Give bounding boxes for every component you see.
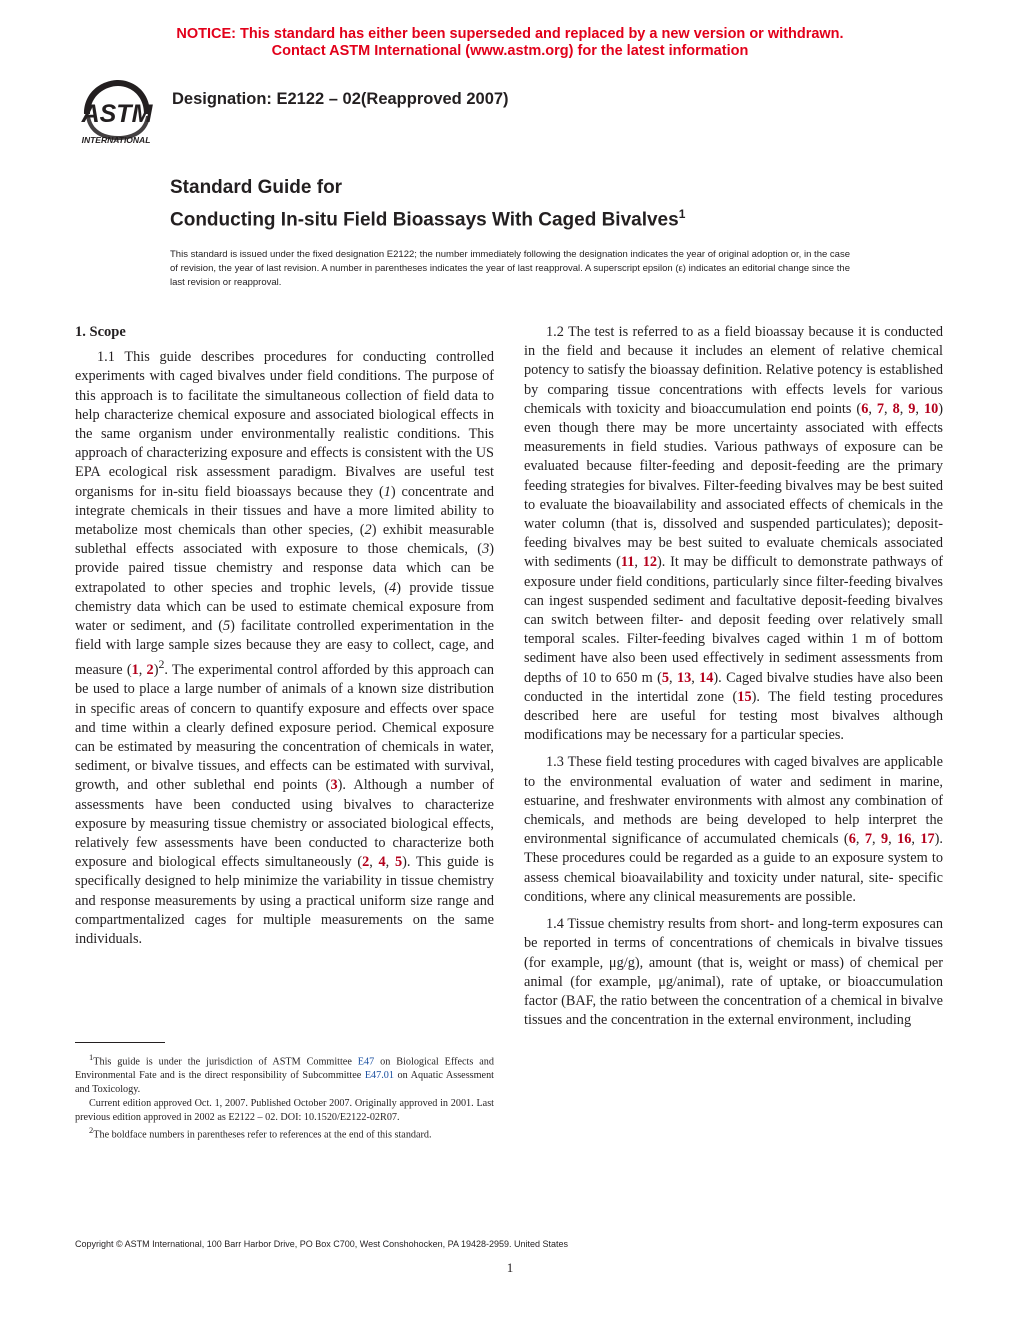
footnote-1-edition: Current edition approved Oct. 1, 2007. Published October 2007. Originally approved in 2001. Last previous edition approved in 2002 as E2122 – 02. DOI: 10.1520/E2122-02R07. [75, 1097, 494, 1123]
reference-link[interactable]: 7 [876, 400, 885, 417]
reference-link[interactable]: 7 [864, 831, 872, 848]
logo-subtext: INTERNATIONAL [81, 135, 151, 145]
notice-line-1: NOTICE: This standard has either been superseded and replaced by a new version or withdrawn. [176, 26, 844, 42]
page-number: 1 [506, 1260, 514, 1275]
reference-link[interactable]: 2 [146, 662, 154, 679]
copyright-line: Copyright © ASTM International, 100 Barr Harbor Drive, PO Box C700, West Conshohocken, PA 19428-2959. United States [75, 1239, 569, 1249]
paragraph-1-2: 1.2 The test is referred to as a field bioassay because it is conducted in the field and because it includes an element of relative chemical potency to satisfy the bioassay definition. Relative potency is established by comparing tissue concentrations with effects levels for various chemicals with toxicity and bioaccumulation end points (6, 7, 8, 9, 10) even though there may be more uncertainty associated with effects measurements in field studies. Various pathways of exposure can be evaluated because filter-feeding and deposit-feeding are the primary feeding strategies for bivalves. Filter-feeding bivalves may be best suited to evaluate the bioavailability and associated effects of chemicals in the water column (that is, dissolved and suspended particulates); deposit-feeding bivalves may be best suited to evaluate chemicals associated with sediments (11, 12). It may be difficult to demonstrate pathways of exposure under field conditions, particularly since filter-feeding bivalves can ingest suspended sediment and facultative deposit-feeding bivalves can switch between filter- and deposit feeding over relatively small temporal scales. Filter-feeding bivalves caged within 1 m of bottom sediment have also been used effectively in sediment assessments from depths of 10 to 650 m (5, 13, 14). Caged bivalve studies have also been conducted in the intertidal zone (15). The field testing procedures described here are useful for testing most bivalves although modifications may be necessary for a particular species. [524, 324, 944, 744]
title-line-1: Standard Guide for [170, 177, 343, 198]
reference-link[interactable]: 6 [861, 400, 869, 417]
paragraph-1-1: 1.1 This guide describes procedures for conducting controlled experiments with caged bivalves under field conditions. The purpose of this approach is to facilitate the simultaneous collection of field data to help characterize chemical exposure and associated biological effects in the same organism under environmentally realistic conditions. This approach of characterizing exposure and effects is consistent with the US EPA ecological risk assessment paradigm. Bivalves are useful test organisms for in-situ field bioassays because they (1) concentrate and integrate chemicals in their tissues and have a more limited ability to metabolize most chemicals than other species, (2) exhibit measurable sublethal effects associated with exposure to those chemicals, (3) provide paired tissue chemistry and response data which can be extrapolated to other species and trophic levels, (4) provide tissue chemistry data which can be used to estimate chemical exposure from water or sediment, and (5) facilitate controlled experimentation in the field with large sample sizes because they are easy to collect, cage, and measure (1, 2)$^2$. The experimental control afforded by this approach can be used to place a large number of animals of a known size distribution in specific areas of concern to quantify exposure and effects over space and time within a clearly defined exposure period. Chemical exposure can be estimated by measuring the concentration of chemicals in water, sediment, or bivalve tissues, and effects can be estimated with survival, growth, and other sublethal end points (3). Although a number of assessments have been conducted using bivalves to characterize exposure by measuring tissue chemistry or associated biological effects, relatively few assessments have been conducted to characterize both exposure and biological effects simultaneously (2, 4, 5). This guide is specifically designed to help minimize the variability in tissue chemistry and response measurements by using a practical uniform size range and compartmentalized cages for multiple measurements on the same individuals. [75, 349, 494, 948]
paragraph-1-4: 1.4 Tissue chemistry results from short- and long-term exposures can be reported in terms of concentrations of chemicals in bivalve tissues (for example, μg/g), amount (that is, weight or mass) of chemical per animal (for example, μg/animal), rate of uptake, or bioaccumulation factor (BAF, the ratio between the concentration of a chemical in bivalve tissues and the concentration in the external environment, including [524, 916, 943, 1029]
left-column [75, 323, 494, 949]
reference-link[interactable]: 8 [892, 400, 900, 417]
footnote-1: $^1$This guide is under the jurisdiction of ASTM Committee E47 on Biological Effects and Environmental Fate and is the direct responsibility of Subcommittee E47.01 on Aquatic Assessment and Toxicology. [75, 1052, 494, 1095]
reference-link[interactable]: 14 [699, 669, 714, 686]
reference-link[interactable]: 11 [620, 554, 635, 571]
designation: Designation: E2122 – 02(Reapproved 2007) [172, 90, 509, 108]
issue-note: This standard is issued under the fixed designation E2122; the number immediately following the designation indicates the year of original adoption or, in the case of revision, the year of last revision. A number in parentheses indicates the year of last reapproval. A superscript epsilon (ε) indicates an editorial change since the last revision or reapproval. [170, 249, 850, 289]
reference-link[interactable]: 16 [897, 831, 912, 848]
logo-text: ASTM [81, 100, 153, 128]
reference-link[interactable]: 4 [378, 854, 386, 871]
reference-link[interactable]: 10 [923, 400, 939, 417]
reference-link[interactable]: 17 [920, 831, 935, 848]
footnote-divider [75, 1042, 165, 1043]
title-main: Conducting In-situ Field Bioassays With Caged Bivalves [170, 209, 679, 231]
notice-line-2: Contact ASTM International (www.astm.org) for the latest information [271, 43, 749, 59]
subcommittee-link[interactable]: E47.01 [364, 1070, 394, 1082]
reference-link[interactable]: 9 [880, 831, 889, 848]
title-footnote-mark: 1 [678, 207, 686, 221]
reference-link[interactable]: 5 [394, 854, 403, 871]
reference-link[interactable]: 12 [642, 554, 658, 571]
footnotes [75, 1051, 494, 1143]
reference-link[interactable]: 6 [848, 831, 856, 848]
reference-link[interactable]: 15 [737, 688, 752, 705]
title-line-2 [170, 201, 685, 233]
reference-link[interactable]: 1 [131, 662, 139, 679]
reference-link[interactable]: 9 [908, 400, 916, 417]
footnote-2: $^2$The boldface numbers in parentheses refer to references at the end of this standard. [89, 1125, 432, 1141]
reference-link[interactable]: 2 [362, 854, 370, 871]
footnote-mark: 2 [158, 657, 165, 672]
reference-link[interactable]: 3 [330, 777, 338, 794]
reference-link[interactable]: 13 [676, 669, 692, 686]
committee-link[interactable]: E47 [357, 1056, 375, 1068]
reference-link[interactable]: 5 [661, 669, 670, 686]
paragraph-1-3: 1.3 These field testing procedures with caged bivalves are applicable to the environmental evaluation of water and sediment in marine, estuarine, and freshwater environments with almost any combination of chemicals, and methods are being developed to help interpret the environmental significance of accumulated chemicals (6, 7, 9, 16, 17). These procedures could be regarded as a guide to an exposure system to assess chemical bioavailability and toxicity under natural, site- specific conditions, where any clinical measurements are possible. [524, 754, 943, 905]
astm-logo-icon [66, 76, 162, 146]
withdrawal-notice [0, 26, 1020, 60]
document-title [170, 175, 685, 233]
right-column [524, 323, 943, 1030]
section-heading-scope: 1. Scope [75, 324, 126, 340]
